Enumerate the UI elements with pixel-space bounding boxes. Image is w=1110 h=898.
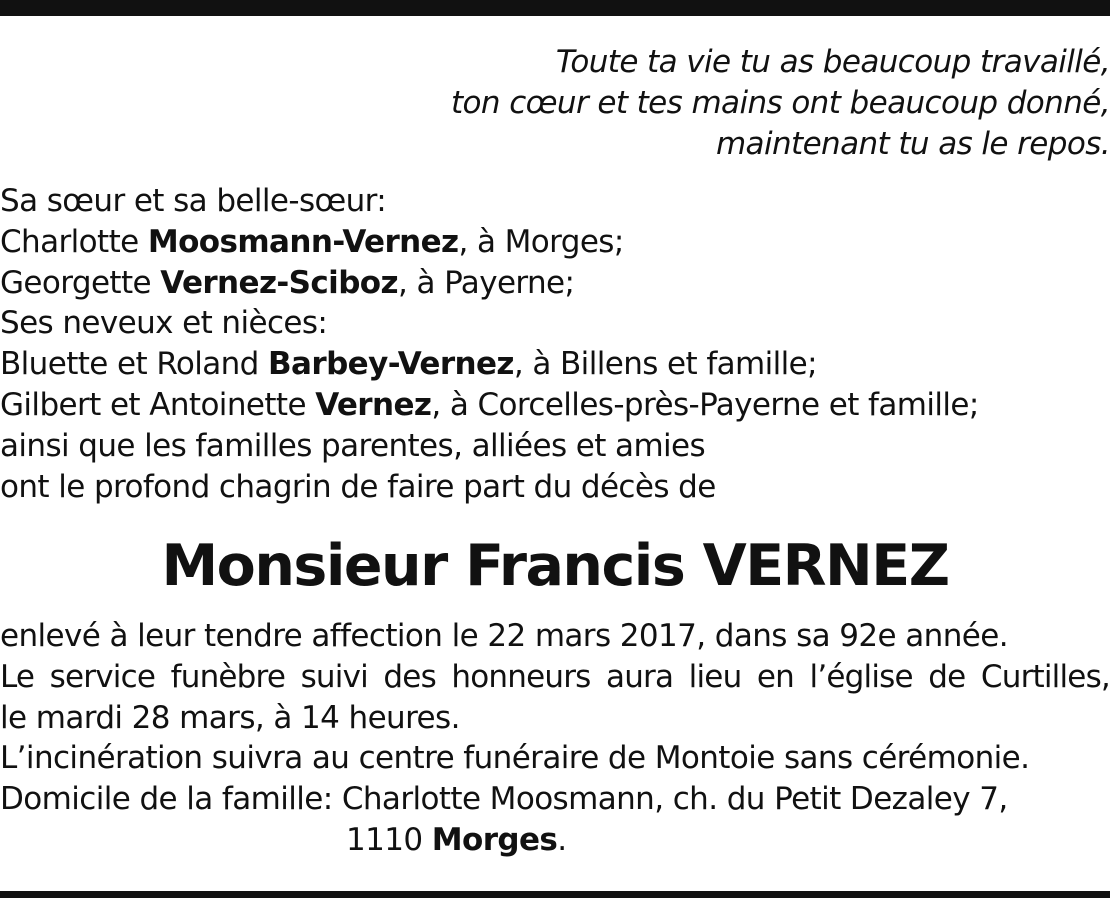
member-place: , à Payerne;	[397, 264, 575, 301]
deceased-name: Monsieur Francis VERNEZ	[161, 533, 949, 599]
member-place: , à Corcelles-près-Payerne et famille;	[431, 386, 979, 423]
top-rule	[0, 0, 1110, 16]
details-line: Le service funèbre suivi des honneurs aura lieu en l’église de Curtilles,	[0, 658, 1110, 695]
family-member-line	[0, 263, 1110, 304]
family-heading-nephews: Ses neveux et nièces:	[0, 305, 328, 342]
member-first-name: Georgette	[0, 264, 161, 301]
family-closing-line: ainsi que les familles parentes, alliées et amies	[0, 427, 706, 464]
details-line: L’incinération suivra au centre funéraire de Montoie sans cérémonie.	[0, 740, 1030, 777]
details-line: Domicile de la famille: Charlotte Moosmann, ch. du Petit Dezaley 7,	[0, 781, 1008, 818]
funeral-details	[0, 616, 1110, 861]
family-member-line	[0, 344, 1110, 385]
member-place: , à Morges;	[458, 223, 624, 260]
member-surname: Vernez	[315, 386, 432, 423]
member-surname: Moosmann-Vernez	[147, 223, 459, 260]
family-member-line	[0, 385, 1110, 426]
poem-line: maintenant tu as le repos.	[715, 126, 1110, 162]
member-surname: Barbey-Vernez	[268, 346, 514, 383]
member-first-name: Gilbert et Antoinette	[0, 386, 316, 423]
postcode: 1110	[346, 821, 432, 858]
member-surname: Vernez-Sciboz	[160, 264, 398, 301]
family-announcement	[0, 181, 1110, 507]
family-heading-sisters: Sa sœur et sa belle-sœur:	[0, 183, 387, 219]
details-line: le mardi 28 mars, à 14 heures.	[0, 699, 460, 736]
member-first-name: Bluette et Roland	[0, 346, 269, 383]
address-city-line	[0, 820, 1110, 861]
family-closing-line: ont le profond chagrin de faire part du décès de	[0, 468, 716, 505]
member-place: , à Billens et famille;	[513, 346, 817, 383]
family-member-line	[0, 222, 1110, 263]
bottom-rule	[0, 891, 1110, 898]
epitaph-poem	[0, 42, 1110, 165]
member-first-name: Charlotte	[0, 223, 148, 260]
details-line: enlevé à leur tendre affection le 22 mars 2017, dans sa 92e année.	[0, 618, 1008, 654]
city: Morges	[431, 821, 558, 858]
poem-line: Toute ta vie tu as beaucoup travaillé,	[555, 44, 1110, 80]
city-suffix: .	[557, 821, 567, 858]
poem-line: ton cœur et tes mains ont beaucoup donné,	[450, 85, 1110, 121]
